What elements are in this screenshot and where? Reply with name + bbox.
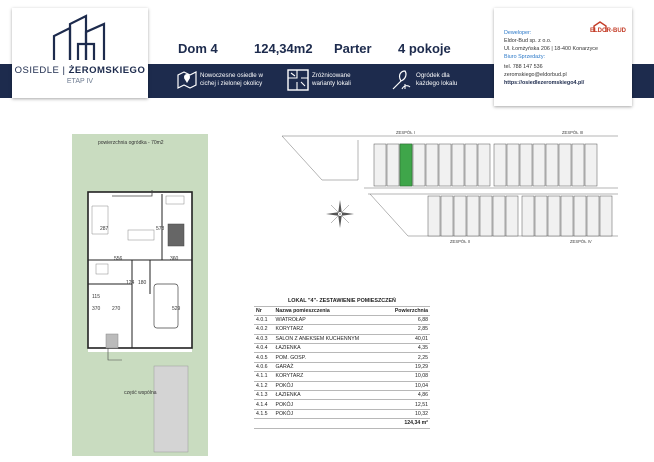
- room-name: POKÓJ: [274, 381, 384, 390]
- zone-label-1: ZESPÓŁ I: [396, 130, 415, 135]
- dim-label: 556: [114, 256, 123, 262]
- table-row: [254, 391, 430, 400]
- room-number: 4.1.2: [254, 381, 274, 390]
- room-number: 4.0.2: [254, 325, 274, 334]
- highlighted-unit[interactable]: [400, 144, 412, 186]
- room-area: 19,29: [383, 362, 430, 371]
- phone-number[interactable]: tel. 788 147 536: [504, 64, 543, 70]
- compass-icon: [326, 200, 354, 228]
- site-unit: [574, 196, 586, 236]
- site-unit: [465, 144, 477, 186]
- room-area: 2,85: [383, 325, 430, 334]
- dim-label: 287: [100, 226, 109, 232]
- table-row: [254, 362, 430, 371]
- room-area: 4,35: [383, 344, 430, 353]
- site-unit: [522, 196, 534, 236]
- site-unit: [535, 196, 547, 236]
- company-name: Eldor-Bud sp. z o.o.: [504, 38, 552, 44]
- zone-label-2: ZESPÓŁ II: [450, 239, 471, 244]
- common-area-label: część wspólna: [124, 390, 157, 396]
- dim-label: 578: [156, 226, 165, 232]
- feature-text-location: Nowoczesne osiedle w cichej i zielonej okolicy: [200, 72, 263, 87]
- table-row: [254, 344, 430, 353]
- room-area: 6,88: [383, 315, 430, 324]
- site-unit: [507, 144, 519, 186]
- site-unit: [559, 144, 571, 186]
- floor-plan-icon: [287, 68, 309, 92]
- site-unit: [587, 196, 599, 236]
- zone-label-4: ZESPÓŁ IV: [570, 239, 592, 244]
- table-row: [254, 381, 430, 390]
- feature-text-garden: Ogródek dla każdego lokalu: [416, 72, 458, 87]
- table-row: [254, 372, 430, 381]
- developer-label: Deweloper:: [504, 30, 532, 36]
- room-table-total: 124,34 m²: [383, 419, 430, 428]
- site-plan: [278, 122, 618, 257]
- table-row: [254, 325, 430, 334]
- site-plan-drawing: [278, 122, 618, 252]
- site-unit: [546, 144, 558, 186]
- room-number: 4.1.3: [254, 391, 274, 400]
- dim-label: 370: [92, 306, 101, 312]
- room-number: 4.0.6: [254, 362, 274, 371]
- room-name: POM. GOSP.: [274, 353, 384, 362]
- table-row: [254, 409, 430, 418]
- table-row: [254, 334, 430, 343]
- estate-name: OSIEDLE | ŻEROMSKIEGO: [14, 65, 146, 76]
- house-area: 124,34m2: [254, 41, 313, 56]
- room-area: 2,25: [383, 353, 430, 362]
- dim-label: 124: [126, 280, 135, 286]
- table-row: [254, 400, 430, 409]
- column-header: Powierzchnia: [383, 306, 430, 315]
- site-unit: [494, 144, 506, 186]
- room-name: SALON Z ANEKSEM KUCHENNYM: [274, 334, 384, 343]
- garden-icon: [390, 68, 412, 92]
- column-header: Nazwa pomieszczenia: [274, 306, 384, 315]
- developer-card: [494, 8, 632, 106]
- website-link[interactable]: https://osiedlezeromskiego4.pl/: [504, 80, 585, 86]
- room-name: KORYTARZ: [274, 372, 384, 381]
- site-unit: [506, 196, 518, 236]
- room-number: 4.0.4: [254, 344, 274, 353]
- room-area: 10,08: [383, 372, 430, 381]
- sales-office-label: Biuro Sprzedaży:: [504, 54, 546, 60]
- table-row: [254, 315, 430, 324]
- room-name: KORYTARZ: [274, 325, 384, 334]
- site-unit: [480, 196, 492, 236]
- zone-label-3: ZESPÓŁ III: [562, 130, 584, 135]
- site-unit: [454, 196, 466, 236]
- site-unit: [478, 144, 490, 186]
- room-number: 4.1.4: [254, 400, 274, 409]
- company-address: Ul. Łomżyńska 206 | 18-400 Konarzyce: [504, 46, 598, 52]
- site-unit: [441, 196, 453, 236]
- room-name: POKÓJ: [274, 409, 384, 418]
- building-logo-icon: [50, 14, 110, 62]
- feature-text-variants: Zróżnicowane warianty lokali: [312, 72, 351, 87]
- room-number: 4.1.1: [254, 372, 274, 381]
- room-area: 10,32: [383, 409, 430, 418]
- room-number: 4.0.5: [254, 353, 274, 362]
- room-table-title: LOKAL "4"- ZESTAWIENIE POMIESZCZEŃ: [254, 296, 430, 306]
- site-unit: [413, 144, 425, 186]
- room-name: ŁAZIENKA: [274, 344, 384, 353]
- room-area: 40,01: [383, 334, 430, 343]
- site-unit: [439, 144, 451, 186]
- dim-label: 115: [92, 294, 100, 300]
- site-unit: [585, 144, 597, 186]
- email-link[interactable]: zeromskiego@eldorbud.pl: [504, 72, 567, 78]
- site-unit: [374, 144, 386, 186]
- site-unit: [520, 144, 532, 186]
- room-name: ŁAZIENKA: [274, 391, 384, 400]
- dim-label: 529: [172, 306, 181, 312]
- site-unit: [467, 196, 479, 236]
- floor-level: Parter: [334, 41, 372, 56]
- site-unit: [548, 196, 560, 236]
- room-number: 4.0.1: [254, 315, 274, 324]
- floor-plan: [72, 134, 212, 461]
- site-unit: [561, 196, 573, 236]
- house-number: Dom 4: [178, 41, 218, 56]
- dim-label: 270: [112, 306, 121, 312]
- room-name: GARAŻ: [274, 362, 384, 371]
- dim-label: 360: [170, 256, 179, 262]
- table-row: [254, 353, 430, 362]
- site-unit: [428, 196, 440, 236]
- brand-name: ELDOR-BUD: [590, 28, 626, 34]
- room-count: 4 pokoje: [398, 41, 451, 56]
- room-number: 4.1.5: [254, 409, 274, 418]
- room-table: [254, 296, 430, 429]
- estate-logo: [12, 8, 148, 98]
- site-unit: [572, 144, 584, 186]
- map-pin-icon: [176, 68, 198, 92]
- site-unit: [426, 144, 438, 186]
- room-area: 12,51: [383, 400, 430, 409]
- estate-stage: ETAP IV: [66, 78, 94, 85]
- room-number: 4.0.3: [254, 334, 274, 343]
- room-name: POKÓJ: [274, 400, 384, 409]
- column-header: Nr: [254, 306, 274, 315]
- site-unit: [452, 144, 464, 186]
- site-unit: [533, 144, 545, 186]
- dim-label: 180: [138, 280, 147, 286]
- site-unit: [600, 196, 612, 236]
- room-name: WIATROŁAP: [274, 315, 384, 324]
- garden-area-label: powierzchnia ogródka - 70m2: [98, 140, 164, 146]
- site-unit: [387, 144, 399, 186]
- site-unit: [493, 196, 505, 236]
- room-area: 4,86: [383, 391, 430, 400]
- room-area: 10,04: [383, 381, 430, 390]
